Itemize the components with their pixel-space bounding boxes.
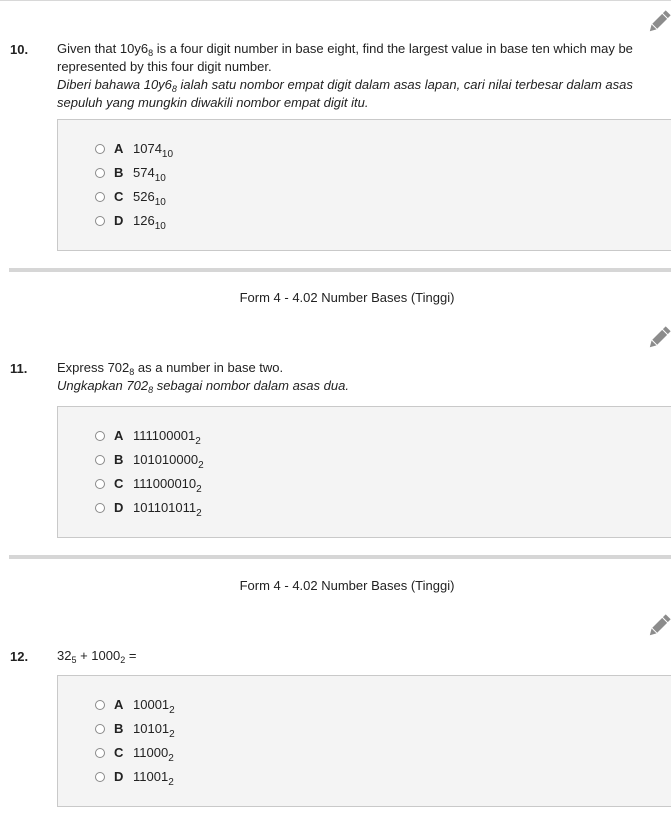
radio-icon[interactable] xyxy=(95,216,105,226)
section-divider xyxy=(9,555,671,559)
section-divider xyxy=(9,268,671,272)
question-text-english: Express $702_8$ as a number in base two. xyxy=(57,360,284,377)
radio-icon[interactable] xyxy=(95,168,105,178)
question-text xyxy=(57,647,671,665)
options-panel: A $10001_2$ B $10101_2$ C $11000_2$ D $11001_2$ xyxy=(57,675,671,807)
radio-icon[interactable] xyxy=(95,700,105,710)
radio-icon[interactable] xyxy=(95,503,105,513)
section-title: Form 4 - 4.02 Number Bases (Tinggi) xyxy=(239,578,455,593)
question-number: 12. xyxy=(10,649,29,664)
top-border xyxy=(0,0,671,1)
radio-icon[interactable] xyxy=(95,724,105,734)
radio-icon[interactable] xyxy=(95,772,105,782)
radio-icon[interactable] xyxy=(95,192,105,202)
question-text-malay-cont: sepuluh yang mungkin diwakili nombor empat digit itu. xyxy=(57,95,369,110)
question-text-malay: Diberi bahawa $10y6_8$ ialah satu nombor empat digit dalam asas lapan, cari nilai terbesar dalam asas xyxy=(57,77,633,94)
section-title: Form 4 - 4.02 Number Bases (Tinggi) xyxy=(239,290,455,305)
radio-icon[interactable] xyxy=(95,455,105,465)
options-panel: A $111100001_2$ B $101010000_2$ C $111000010_2$ D $101101011_2$ xyxy=(57,406,671,538)
radio-icon[interactable] xyxy=(95,431,105,441)
pencil-icon[interactable] xyxy=(647,612,671,640)
question-text xyxy=(57,40,671,112)
question-text-english-cont: represented by this four digit number. xyxy=(57,59,272,74)
question-number: 10. xyxy=(10,42,29,57)
question-text-malay: Ungkapkan $702_8$ sebagai nombor dalam asas dua. xyxy=(57,378,349,395)
radio-icon[interactable] xyxy=(95,144,105,154)
question-expression: $32_5 + 1000_2$ = xyxy=(57,648,137,665)
pencil-icon[interactable] xyxy=(647,324,671,352)
radio-icon[interactable] xyxy=(95,479,105,489)
options-panel: A $1074_{10}$ B $574_{10}$ C $526_{10}$ D $126_{10}$ xyxy=(57,119,671,251)
question-number: 11. xyxy=(10,361,28,376)
question-text xyxy=(57,359,671,395)
question-text-english: Given that $10y6_8$ is a four digit number in base eight, find the largest value in base ten which may be xyxy=(57,41,633,58)
pencil-icon[interactable] xyxy=(647,8,671,36)
radio-icon[interactable] xyxy=(95,748,105,758)
